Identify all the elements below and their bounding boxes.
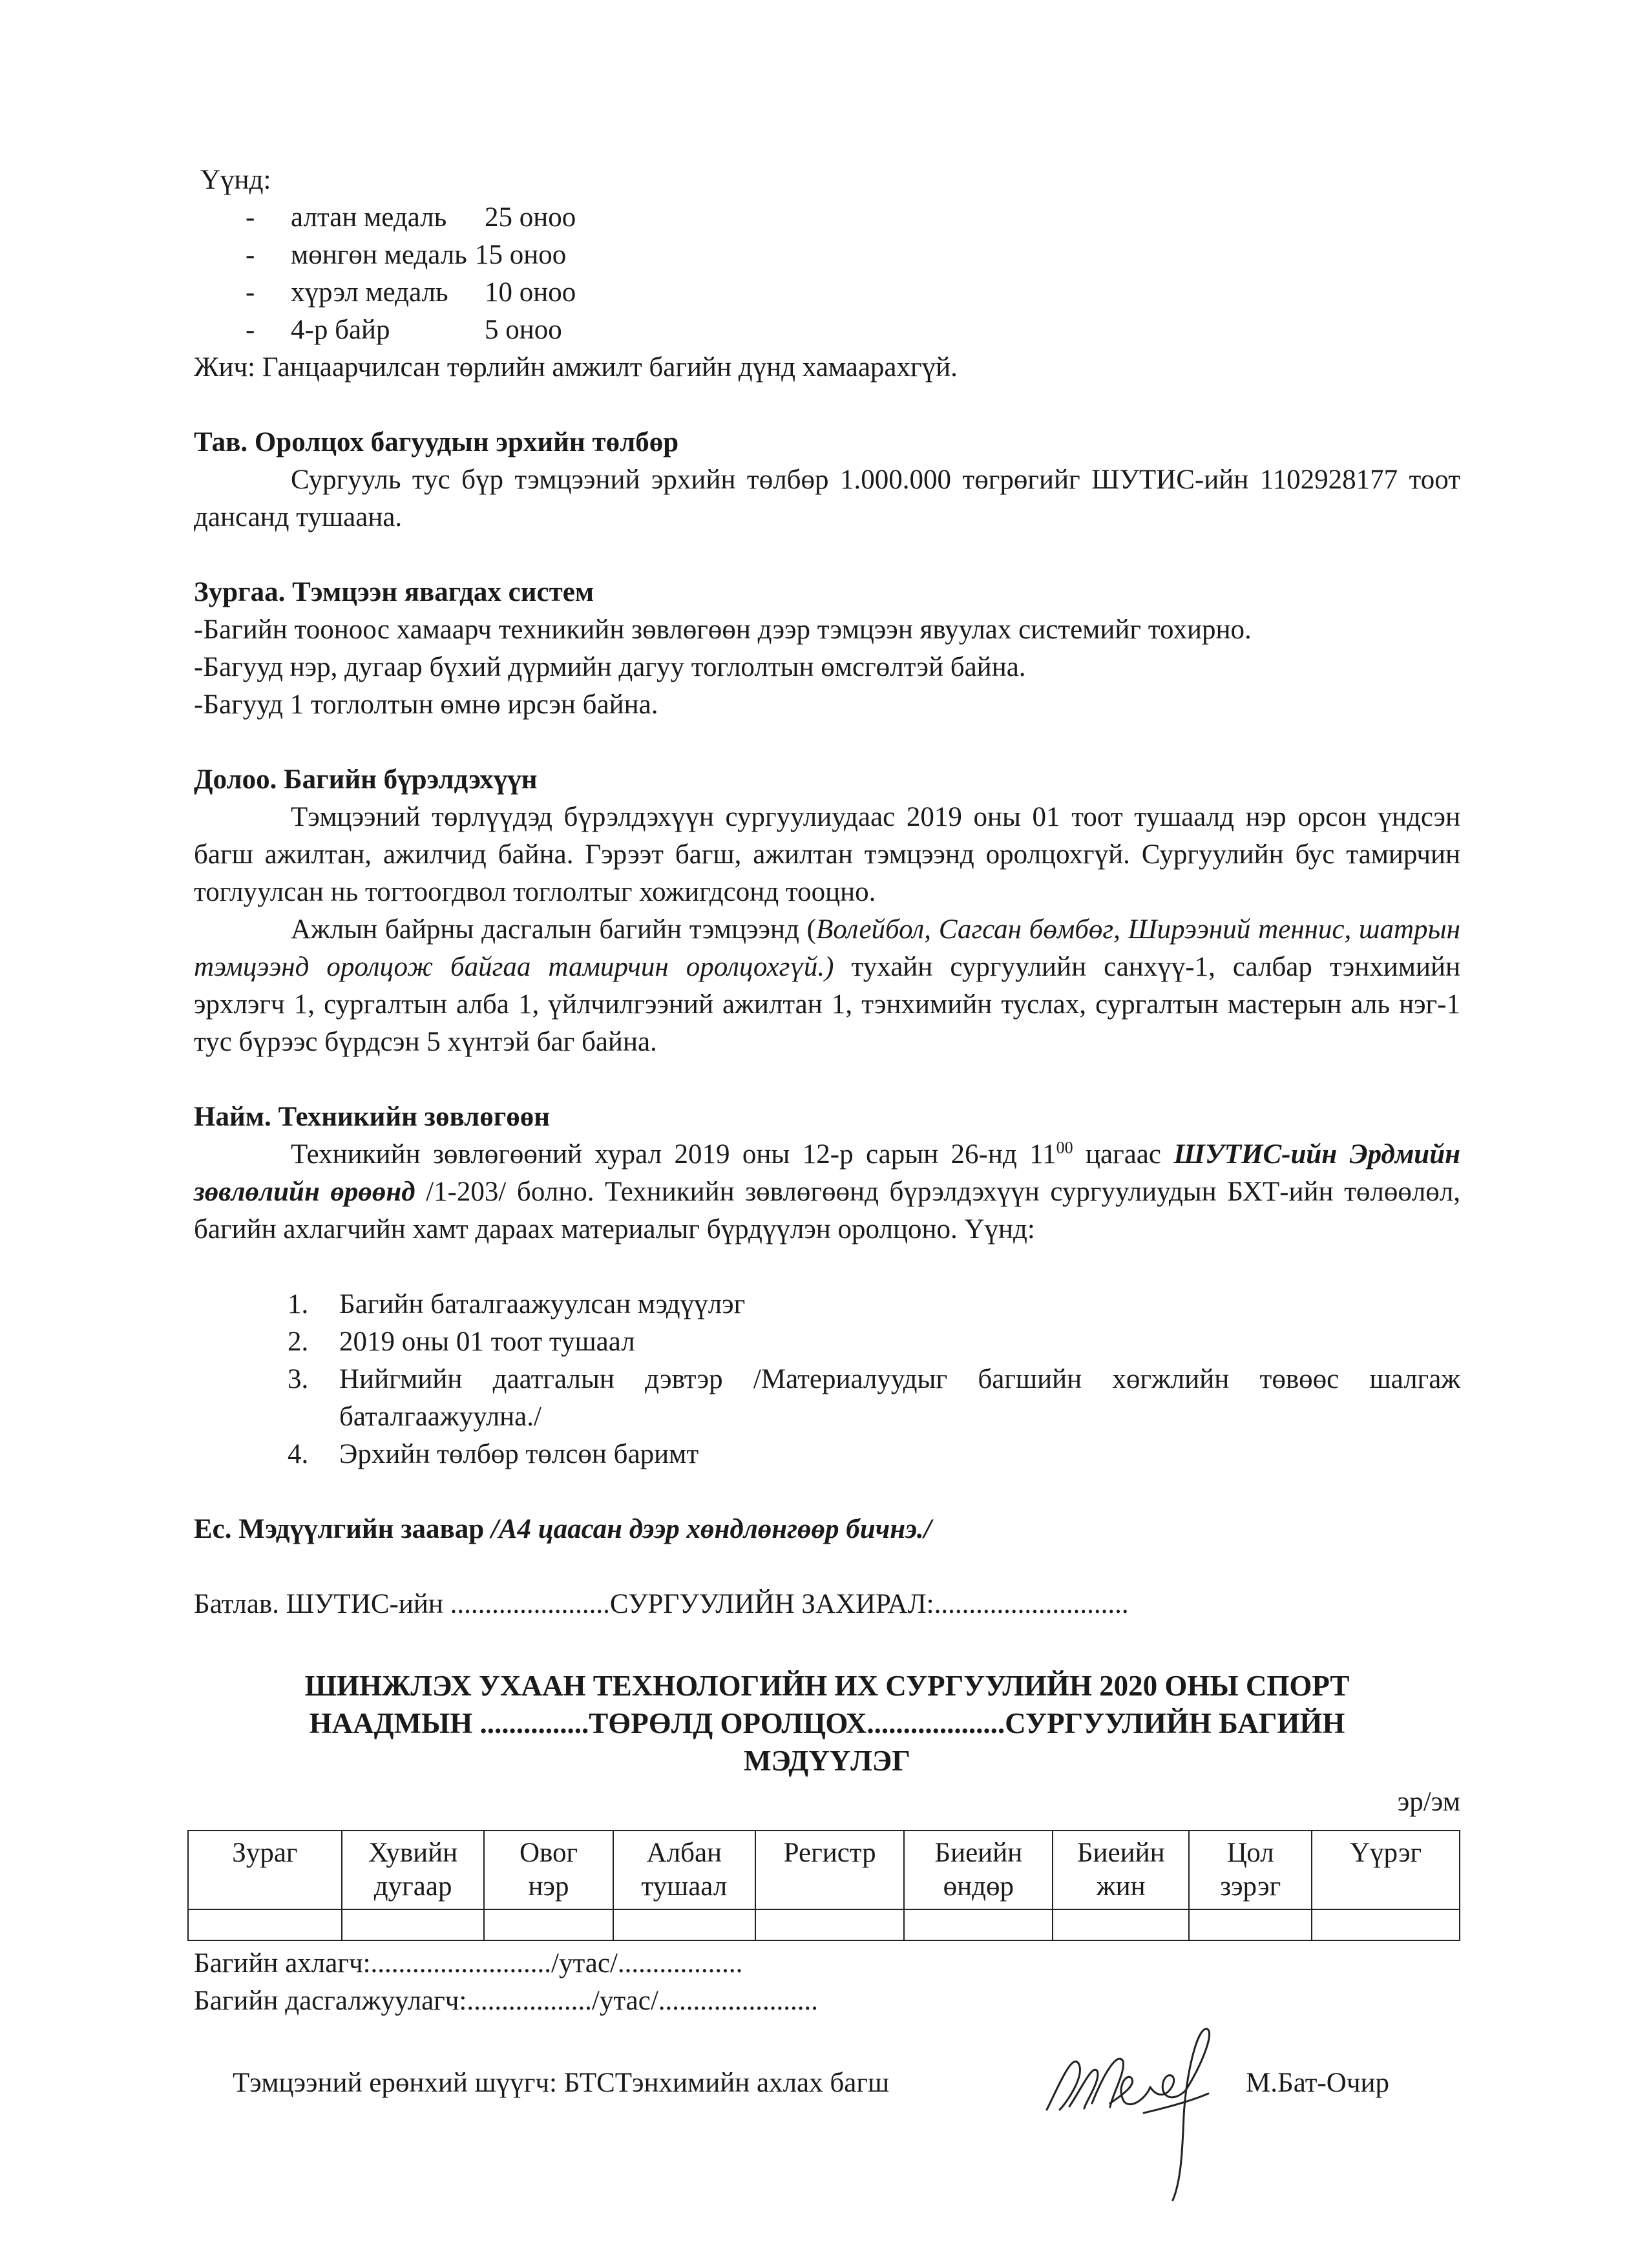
gender-label: эр/эм [1397, 1787, 1460, 1817]
table-header-cell: Зураг [188, 1831, 342, 1909]
materials-list [194, 1286, 1460, 1473]
list-item: - мөнгөн медаль 15 оноо [246, 240, 567, 270]
form-title-line: ШИНЖЛЭХ УХААН ТЕХНОЛОГИЙН ИХ СУРГУУЛИЙН 2020 ОНЫ СПОРТ [304, 1670, 1350, 1702]
section-7-paragraph-2: Ажлын байрны дасгалын багийн тэмцээнд (Волейбол, Сагсан бөмбөг, Ширээний теннис, шатрын тэмцээнд оролцож байгаа тамирчин оролцохгүй.) тухайн сургуулийн санхүү-1, салбар тэнхимийн эрхлэгч 1, сургалтын алба 1, үйлчилгээний ажилтан 1, тэнхимийн туслах, сургалтын мастерын аль нэг-1 тус бүрээс бүрдсэн 5 хүнтэй баг байна. [194, 914, 1460, 1057]
signoff-name: М.Бат-Очир [1246, 2068, 1389, 2098]
team-coach-line: Багийн дасгалжуулагч:................../утас/....................... [194, 1986, 819, 2016]
section-5-text: Сургууль тус бүр тэмцээний эрхийн төлбөр 1.000.000 төгрөгийг ШУТИС-ийн 1102928177 тоот дансанд тушаана. [194, 465, 1460, 532]
section-6-line: -Багийн тооноос хамаарч техникийн зөвлөгөөн дээр тэмцээн явуулах системийг тохирно. [194, 614, 1252, 645]
section-5-heading: Тав. Оролцох багуудын эрхийн төлбөр [194, 427, 679, 457]
table-row [188, 1909, 1460, 1940]
table-header-cell: Албан тушаал [613, 1831, 755, 1909]
medal-list [194, 199, 1460, 349]
document-page [194, 162, 1460, 2020]
approve-line: Батлав. ШУТИС-ийн .......................СУРГУУЛИЙН ЗАХИРАЛ:............................ [194, 1589, 1129, 1619]
note-text: Жич: Ганцаарчилсан төрлийн амжилт багийн дүнд хамаарахгүй. [194, 352, 958, 383]
table-header-row [188, 1831, 1460, 1909]
signature-image [1034, 2026, 1228, 2207]
table-header-cell: Хувийн дугаар [342, 1831, 485, 1909]
team-leader-line: Багийн ахлагч:........................../утас/.................. [194, 1948, 743, 1979]
table-header-cell: Цол зэрэг [1189, 1831, 1312, 1909]
section-6-line: -Багууд 1 тоглолтын өмнө ирсэн байна. [194, 689, 658, 720]
section-9-heading: Ес. Мэдүүлгийн заавар /А4 цаасан дээр хөндлөнгөөр бичнэ./ [194, 1514, 932, 1544]
list-item: - алтан медаль 25 оноо [246, 202, 576, 233]
section-8-paragraph: Техникийн зөвлөгөөний хурал 2019 оны 12-р сарын 26-нд $11^{00}$ цагаас ШУТИС-ийн Эрдмийн зөвлөлийн өрөөнд /1-203/ болно. Техникийн зөвлөгөөнд бүрэлдэхүүн сургуулиудын БХТ-ийн төлөөлөл, багийн ахлагчийн хамт дараах материалыг бүрдүүлэн оролцоно. Үүнд: [194, 1138, 1460, 1244]
section-6-line: -Багууд нэр, дугаар бүхий дүрмийн дагуу тоглолтын өмсгөлтэй байна. [194, 652, 1026, 682]
table-header-cell: Овог нэр [484, 1831, 613, 1909]
form-title-line: МЭДҮҮЛЭГ [744, 1745, 910, 1777]
intro-text: Үүнд: [200, 165, 271, 195]
list-item: - 4-р байр 5 оноо [246, 315, 562, 345]
section-7-paragraph-1: Тэмцээний төрлүүдэд бүрэлдэхүүн сургуулиудаас 2019 оны 01 тоот тушаалд нэр орсон үндсэн багш ажилтан, ажилчид байна. Гэрээт багш, ажилтан тэмцээнд оролцохгүй. Сургуулийн бус тамирчин тоглуулсан нь тогтоогдвол тоглолтыг хожигдсонд тооцно. [194, 802, 1460, 907]
team-registration-table [187, 1830, 1460, 1941]
list-item: 2. 2019 оны 01 тоот тушаал [288, 1327, 635, 1357]
section-7-heading: Долоо. Багийн бүрэлдэхүүн [194, 764, 538, 795]
signoff-role: Тэмцээний ерөнхий шүүгч: БТСТэнхимийн ахлах багш [233, 2068, 890, 2098]
table-header-cell: Үүрэг [1312, 1831, 1460, 1909]
section-6-heading: Зургаа. Тэмцээн явагдах систем [194, 577, 594, 607]
section-8-heading: Найм. Техникийн зөвлөгөөн [194, 1102, 551, 1132]
list-item: 4. Эрхийн төлбөр төлсөн баримт [288, 1439, 699, 1469]
list-item: 1. Багийн баталгаажуулсан мэдүүлэг [288, 1289, 746, 1319]
table-header-cell: Биеийн жин [1053, 1831, 1189, 1909]
form-title-line: НААДМЫН ...............ТӨРӨЛД ОРОЛЦОХ...................СУРГУУЛИЙН БАГИЙН [309, 1707, 1345, 1739]
list-item: 3. Нийгмийн даатгалын дэвтэр /Материалуудыг багшийн хөгжлийн төвөөс шалгаж баталгаажуулна./ [288, 1364, 1460, 1432]
table-header-cell: Регистр [755, 1831, 904, 1909]
list-item: - хүрэл медаль 10 оноо [246, 277, 576, 308]
table-header-cell: Биеийн өндөр [904, 1831, 1053, 1909]
signoff-row [233, 2064, 1460, 2116]
